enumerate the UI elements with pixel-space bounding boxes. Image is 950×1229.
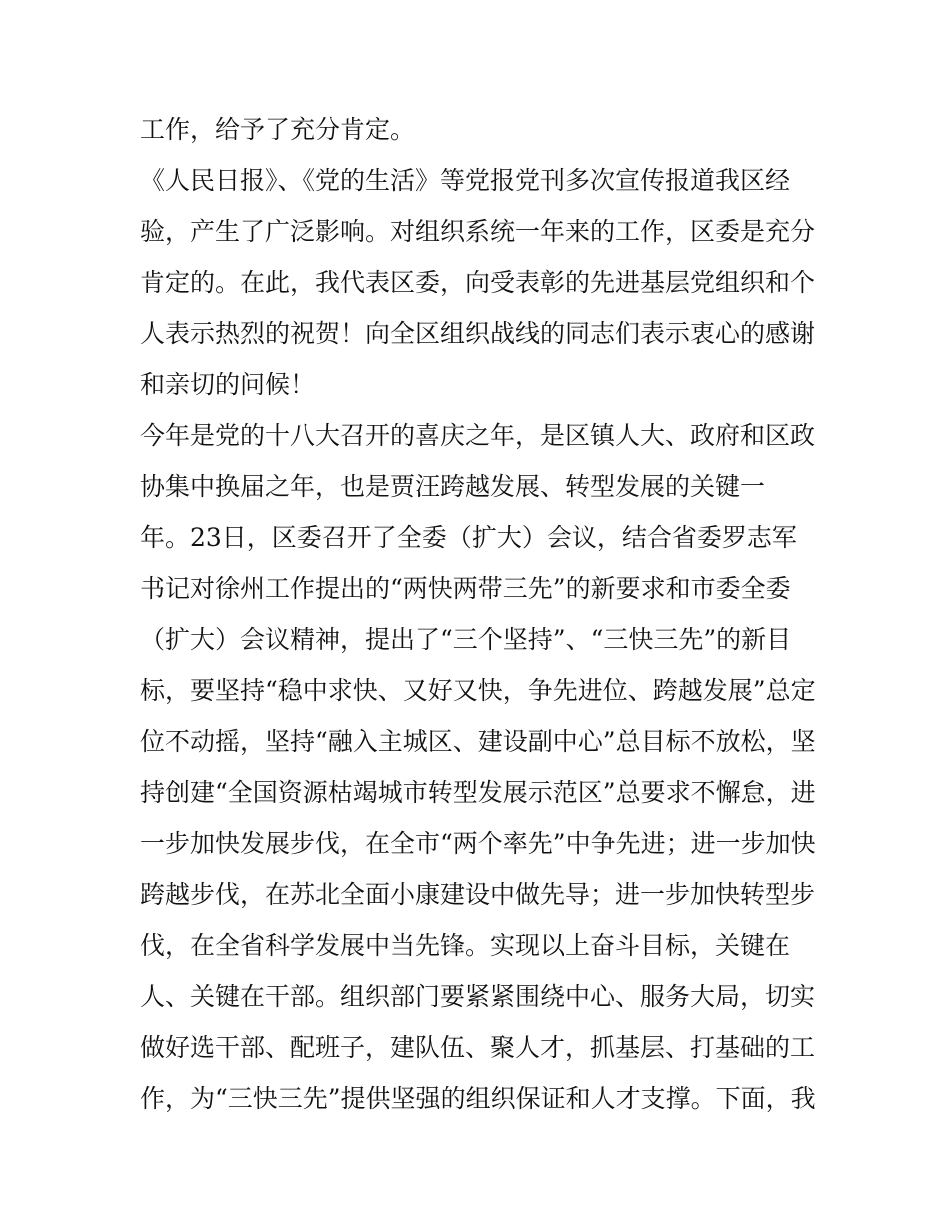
text-line: 验，产生了广泛影响。对组织系统一年来的工作，区委是充分 [140, 217, 816, 246]
text-line: 标，要坚持“稳中求快、又好又快，争先进位、跨越发展”总定 [140, 676, 816, 705]
text-line: 年。23日，区委召开了全委（扩大）会议，结合省委罗志军 [140, 523, 797, 552]
text-line: 书记对徐州工作提出的“两快两带三先”的新要求和市委全委 [140, 574, 791, 603]
text-line: 跨越步伐，在苏北全面小康建设中做先导；进一步加快转型步 [140, 880, 816, 909]
text-line: 持创建“全国资源枯竭城市转型发展示范区”总要求不懈怠，进 [140, 778, 816, 807]
body-text [140, 104, 820, 1124]
text-line: 人、关键在干部。组织部门要紧紧围绕中心、服务大局，切实 [140, 982, 816, 1011]
text-line: 和亲切的问候！ [140, 370, 316, 399]
text-line: 协集中换届之年，也是贾汪跨越发展、转型发展的关键一 [140, 472, 766, 501]
text-line: 肯定的。在此，我代表区委，向受表彰的先进基层党组织和个 [140, 268, 816, 297]
text-line: 伐，在全省科学发展中当先锋。实现以上奋斗目标，关键在 [140, 931, 791, 960]
text-line: 工作，给予了充分肯定。 [140, 115, 416, 144]
text-line: 做好选干部、配班子，建队伍、聚人才，抓基层、打基础的工 [140, 1033, 816, 1062]
text-line: 一步加快发展步伐，在全市“两个率先”中争先进；进一步加快 [140, 829, 816, 858]
text-line: 位不动摇，坚持“融入主城区、建设副中心”总目标不放松，坚 [140, 727, 816, 756]
text-line: （扩大）会议精神，提出了“三个坚持”、“三快三先”的新目 [140, 625, 792, 654]
text-line: 《人民日报》、《党的生活》等党报党刊多次宣传报道我区经 [140, 166, 791, 195]
text-line: 作，为“三快三先”提供坚强的组织保证和人才支撑。下面，我 [140, 1084, 816, 1113]
text-line: 今年是党的十八大召开的喜庆之年，是区镇人大、政府和区政 [140, 421, 816, 450]
text-line: 人表示热烈的祝贺！向全区组织战线的同志们表示衷心的感谢 [140, 319, 816, 348]
